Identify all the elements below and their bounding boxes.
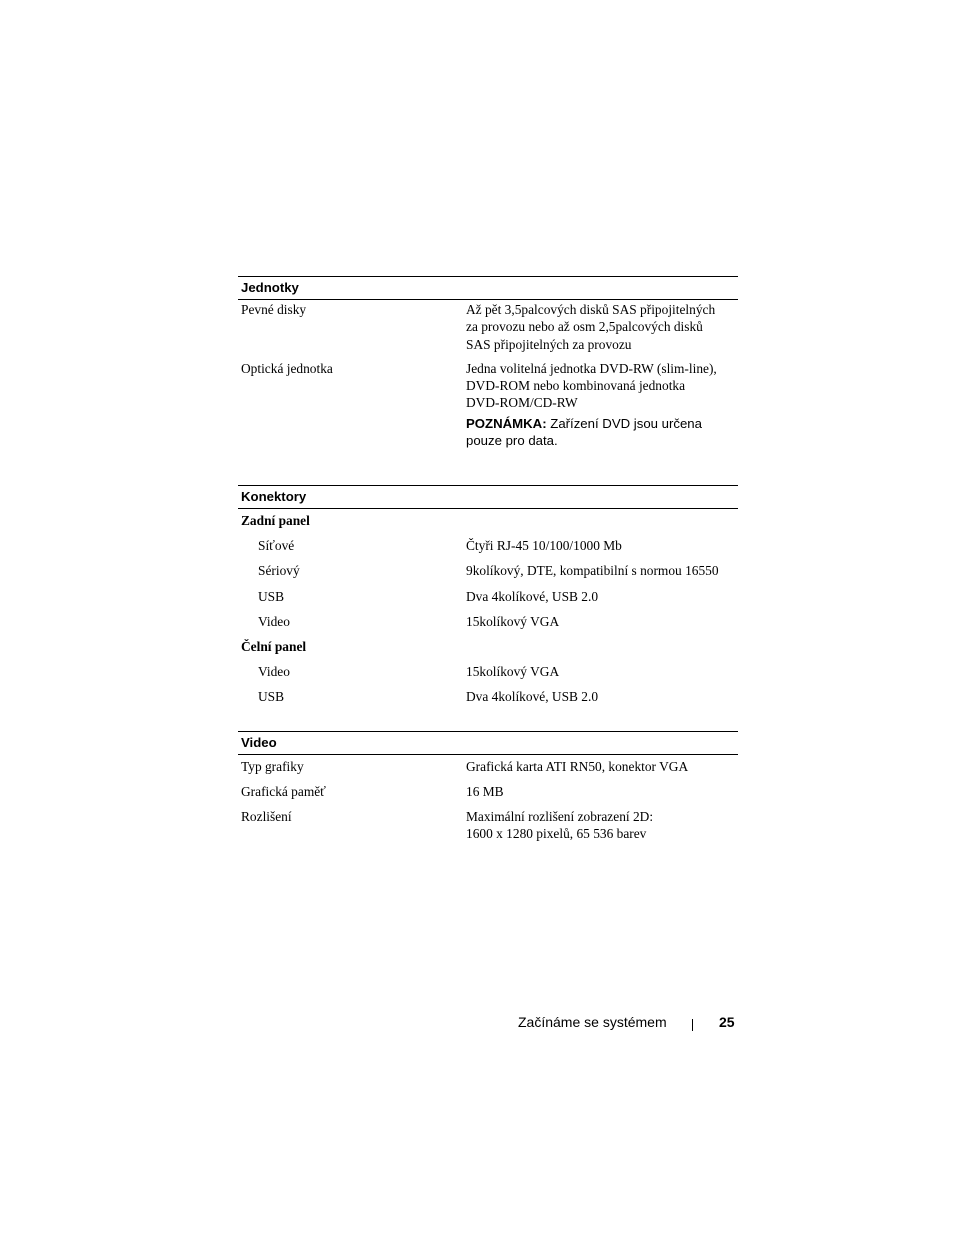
row-value: Dva 4kolíkové, USB 2.0 [466,588,599,604]
front-panel-label: Čelní panel [241,639,307,655]
page-number: 25 [719,1014,735,1030]
row-label: Typ grafiky [241,759,304,774]
hdd-label: Pevné disky [241,302,307,317]
optical-value [466,360,738,449]
table-row [238,588,738,605]
row-label: Síťové [258,538,295,553]
row-label: Rozlišení [241,808,292,824]
row-label: Video [258,664,290,680]
row-value: 1600 x 1280 pixelů, 65 536 barev [466,825,647,841]
table-row [238,808,738,843]
hdd-row [238,301,738,353]
row-label: Sériový [258,563,300,579]
table-row [238,613,738,630]
connectors-header: Konektory [238,485,738,509]
row-label: USB [258,689,285,705]
optical-label: Optická jednotka [241,360,333,376]
video-section [238,731,738,842]
hdd-value [466,301,738,353]
row-value: 15kolíkový VGA [466,613,560,629]
resolution-value [466,808,738,843]
dvd-note [466,415,738,450]
note-text: Zařízení DVD jsou určena [546,415,702,431]
drives-header: Jednotky [238,276,738,300]
optical-value-line: Jedna volitelná jednotka DVD-RW (slim-line), [466,360,717,376]
row-label: Grafická paměť [241,784,326,800]
row-value: 16 MB [466,784,504,800]
hdd-value-line: za provozu nebo až osm 2,5palcových disků [466,319,703,335]
chapter-title: Začínáme se systémem [518,1014,667,1030]
row-label: USB [258,588,285,604]
row-label: Video [258,613,290,629]
rear-panel-label: Zadní panel [241,513,310,528]
row-value: 15kolíkový VGA [466,664,560,680]
table-row [238,663,738,680]
footer-separator [692,1019,693,1031]
optical-value-line: DVD-ROM/CD-RW [466,395,578,411]
table-row [238,537,738,554]
table-row [238,758,738,775]
hdd-value-line: Až pět 3,5palcových disků SAS připojitelných [466,302,716,317]
table-row [238,783,738,800]
row-value: Maximální rozlišení zobrazení 2D: [466,808,654,824]
note-text: pouze pro data. [466,433,558,449]
table-row [238,688,738,705]
table-row [238,562,738,579]
optical-row [238,360,738,449]
drives-section [238,276,738,449]
note-label: POZNÁMKA: [466,415,547,431]
row-value: Čtyři RJ-45 10/100/1000 Mb [466,538,622,553]
row-value: 9kolíkový, DTE, kompatibilní s normou 16550 [466,563,719,579]
row-value: Dva 4kolíkové, USB 2.0 [466,689,599,705]
hdd-value-line: SAS připojitelných za provozu [466,336,632,352]
video-header: Video [238,731,738,755]
connectors-section [238,485,738,706]
row-value: Grafická karta ATI RN50, konektor VGA [466,759,689,774]
optical-value-line: DVD-ROM nebo kombinovaná jednotka [466,378,686,394]
page-footer [518,1014,738,1030]
